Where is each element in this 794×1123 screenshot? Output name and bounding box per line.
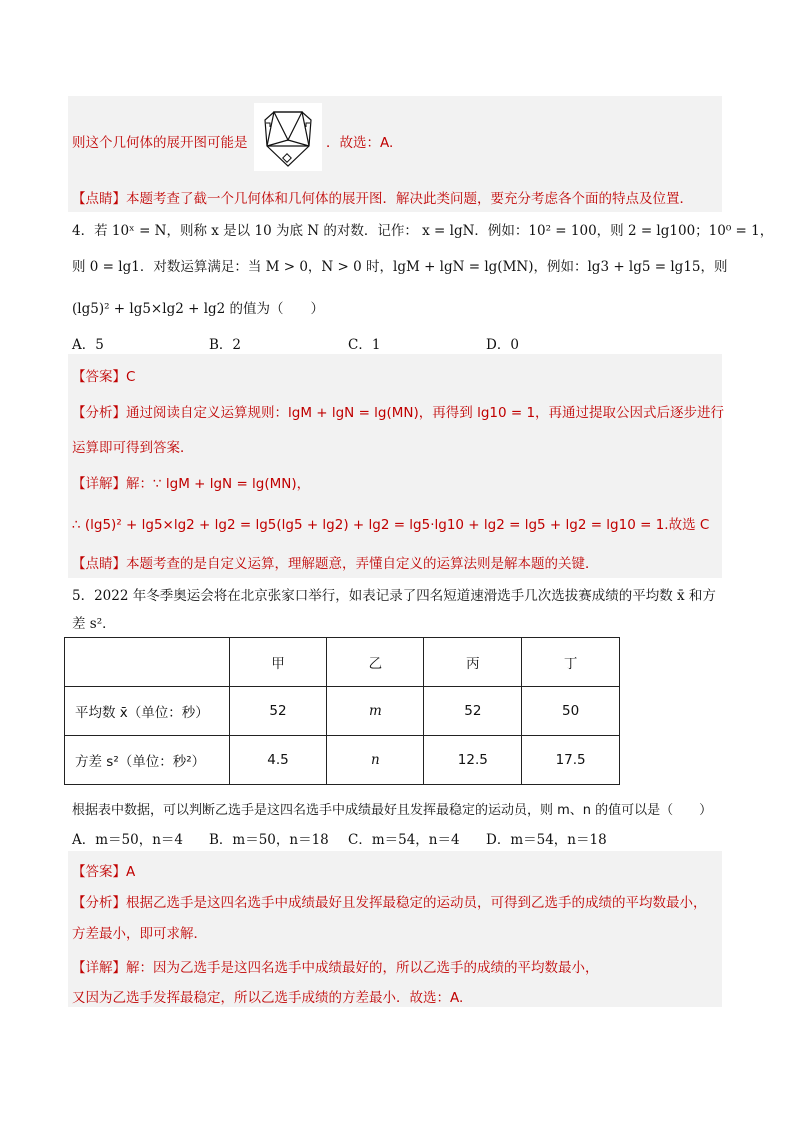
q4-detail-line-1 [72, 472, 310, 492]
q4-answer [72, 365, 135, 385]
q4-option-b: B．2 [209, 337, 242, 353]
q3-comment-text: 本题考查了截一个几何体和几何体的展开图．解决此类问题，要充分考虑各个面的特点及位置． [126, 191, 693, 207]
q5-detail-label: 【详解】 [72, 960, 126, 976]
q5-analysis-line-1 [72, 891, 707, 911]
table-row [65, 687, 620, 736]
table-header-cell [65, 638, 230, 687]
table-cell: 50 [522, 687, 620, 736]
table-cell: m [327, 687, 424, 736]
q3-net-sentence [72, 131, 248, 151]
q5-option-b: B．m＝50，n＝18 [209, 832, 329, 848]
q4-comment [72, 552, 599, 572]
q4-analysis-text-1: 通过阅读自定义运算规则：lgM + lgN = lg(MN)，再得到 lg10 = 1，再通过提取公因式后逐步进行 [126, 405, 725, 421]
table-cell: 4.5 [229, 736, 326, 785]
q3-comment [72, 187, 693, 207]
q3-net-text-before: 则这个几何体的展开图可能是 [72, 135, 248, 151]
q4-detail-line-2: ∴ (lg5)² + lg5×lg2 + lg2 = lg5(lg5 + lg2) + lg2 = lg5·lg10 + lg2 = lg5 + lg2 = lg10 = 1.故选 C [72, 517, 710, 533]
q5-stem-line-1: 5．2022 年冬季奥运会将在北京张家口举行，如表记录了四名短道速滑选手几次选拔赛成绩的平均数 x̄ 和方 [72, 588, 716, 604]
q4-analysis-line-1 [72, 401, 724, 421]
q5-answer [72, 860, 135, 880]
table-header-cell: 甲 [229, 638, 326, 687]
q5-answer-value: A [126, 864, 136, 880]
table-row-label: 方差 s²（单位：秒²） [65, 736, 230, 785]
net-diagram-svg [254, 103, 322, 171]
q4-solution-highlight [68, 354, 725, 578]
q5-answer-label: 【答案】 [72, 864, 126, 880]
unfolding-net-diagram [254, 103, 322, 171]
q4-answer-value: C [126, 369, 136, 385]
q4-option-a: A．5 [72, 337, 104, 353]
q5-question-line: 根据表中数据，可以判断乙选手是这四名选手中成绩最好且发挥最稳定的运动员，则 m、n 的值可以是（ ） [72, 803, 713, 818]
q5-detail-text-1: 解：因为乙选手是这四名选手中成绩最好的，所以乙选手的成绩的平均数最小， [126, 960, 599, 976]
score-table [64, 637, 620, 785]
q4-analysis-line-2: 运算即可得到答案． [72, 440, 194, 456]
table-header-cell: 丙 [424, 638, 522, 687]
q5-option-d: D．m＝54，n＝18 [486, 832, 607, 848]
q5-option-a: A．m＝50，n＝4 [72, 832, 184, 848]
table-cell: 52 [424, 687, 522, 736]
q5-analysis-line-2: 方差最小，即可求解． [72, 926, 207, 942]
table-cell: 12.5 [424, 736, 522, 785]
q4-option-c: C．1 [348, 337, 381, 353]
table-cell: 52 [229, 687, 326, 736]
q3-net-text-after: ．故选：A. [326, 135, 394, 151]
q3-comment-label: 【点睛】 [72, 191, 126, 207]
table-header-row [65, 638, 620, 687]
table-cell: 17.5 [522, 736, 620, 785]
q4-analysis-label: 【分析】 [72, 405, 126, 421]
q5-analysis-label: 【分析】 [72, 895, 126, 911]
q5-detail-line-1 [72, 956, 599, 976]
q4-comment-text: 本题考查的是自定义运算，理解题意，弄懂自定义的运算法则是解本题的关键． [126, 556, 599, 572]
table-header-cell: 乙 [327, 638, 424, 687]
q4-detail-label: 【详解】 [72, 476, 126, 492]
q5-analysis-text-1: 根据乙选手是这四名选手中成绩最好且发挥最稳定的运动员，可得到乙选手的成绩的平均数最小， [126, 895, 707, 911]
q4-stem-line-1: 4．若 10ˣ = N，则称 x 是以 10 为底 N 的对数．记作： x = lgN．例如：10² = 100，则 2 = lg100；10⁰ = 1， [72, 223, 774, 239]
q4-option-d: D．0 [486, 337, 519, 353]
q4-stem-line-2: 则 0 = lg1．对数运算满足：当 M > 0，N > 0 时，lgM + lgN = lg(MN)，例如：lg3 + lg5 = lg15，则 [72, 259, 728, 275]
q5-detail-line-2: 又因为乙选手发挥最稳定，所以乙选手成绩的方差最小．故选：A. [72, 990, 464, 1006]
q4-answer-label: 【答案】 [72, 369, 126, 385]
table-header-cell: 丁 [522, 638, 620, 687]
q5-option-c: C．m＝54，n＝4 [348, 832, 460, 848]
table-row [65, 736, 620, 785]
q5-stem-line-2: 差 s²． [72, 616, 116, 632]
q4-detail-text-1: 解：∵ lgM + lgN = lg(MN)， [126, 476, 311, 492]
q4-stem-line-3: (lg5)² + lg5×lg2 + lg2 的值为（ ） [72, 301, 325, 317]
q4-comment-label: 【点睛】 [72, 556, 126, 572]
table-cell: n [327, 736, 424, 785]
table-row-label: 平均数 x̄（单位：秒） [65, 687, 230, 736]
